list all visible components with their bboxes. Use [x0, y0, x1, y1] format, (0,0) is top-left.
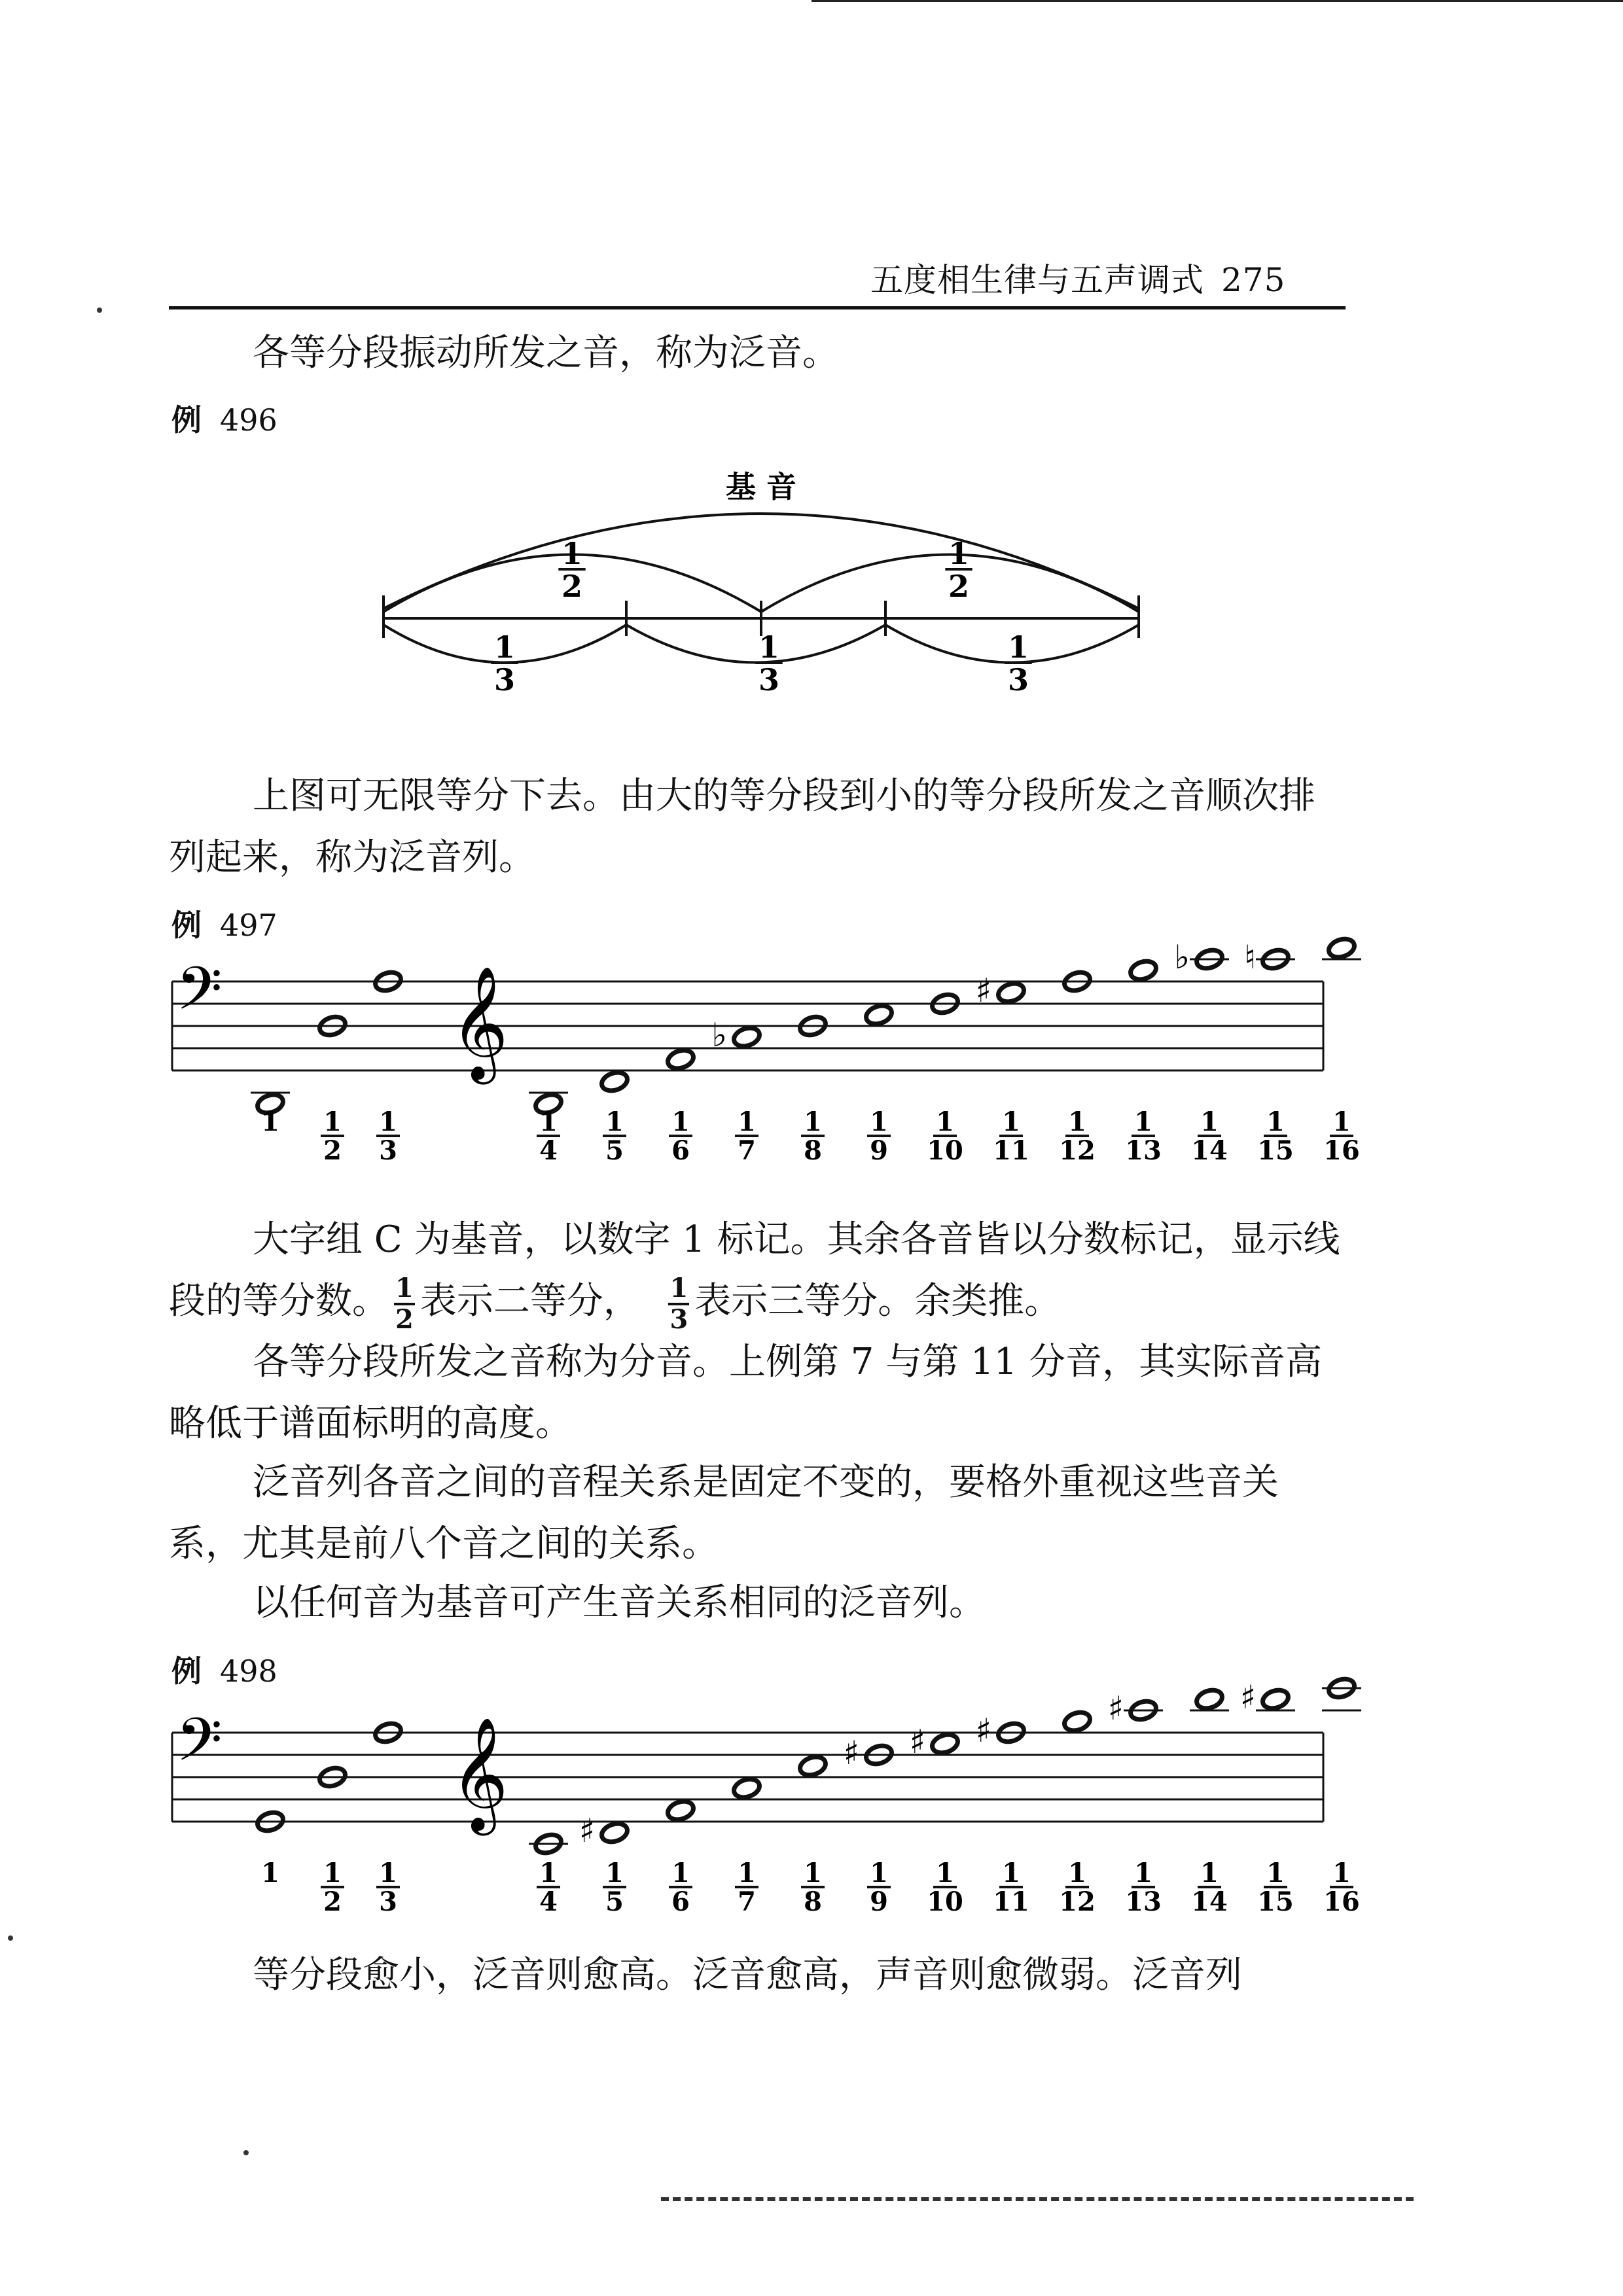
whole-note-head — [1194, 947, 1224, 971]
note — [1062, 1709, 1092, 1733]
partial-label — [1059, 1106, 1096, 1166]
partial-label — [801, 1106, 825, 1166]
svg-text:1: 1 — [379, 1106, 397, 1137]
note — [864, 1002, 894, 1027]
partial-label — [261, 1858, 279, 1888]
svg-text:9: 9 — [870, 1886, 888, 1917]
note — [599, 1069, 630, 1093]
partial-label — [993, 1106, 1029, 1166]
svg-text:2: 2 — [561, 569, 583, 604]
paragraph-partials: 各等分段所发之音称为分音。上例第 7 与第 11 分音，其实际音高略低于谱面标明的高度。 — [169, 1341, 1323, 1445]
example-497-label: 例 497 — [171, 908, 277, 943]
bass-clef-icon: 𝄢 — [176, 1705, 223, 1789]
note — [317, 1765, 348, 1789]
svg-text:1: 1 — [539, 1858, 558, 1888]
third-arc-right — [885, 625, 1139, 663]
partial-label — [1323, 1858, 1360, 1917]
svg-text:14: 14 — [1191, 1135, 1228, 1166]
treble-clef-icon: 𝄞 — [450, 966, 508, 1080]
svg-text:8: 8 — [804, 1135, 822, 1166]
whole-note-head — [864, 1742, 894, 1767]
partial-label — [1191, 1106, 1228, 1166]
note — [732, 1776, 762, 1800]
whole-note-head — [864, 1002, 894, 1027]
partial-label — [669, 1106, 692, 1166]
third-fraction-label — [1005, 629, 1031, 698]
svg-text:1: 1 — [561, 536, 583, 571]
top-edge-rule — [812, 0, 1623, 2]
fundamental-label: 基 音 — [725, 469, 797, 504]
svg-text:1: 1 — [323, 1106, 342, 1137]
sharp-icon: ♯ — [843, 1734, 859, 1772]
note — [1244, 938, 1295, 976]
svg-text:1: 1 — [1332, 1106, 1351, 1137]
whole-note-head — [373, 969, 403, 993]
whole-note-head — [317, 1765, 348, 1789]
note — [798, 1014, 828, 1038]
inline-fraction-third: $\frac{1}{3}$ — [669, 1272, 688, 1335]
svg-text:1: 1 — [936, 1858, 954, 1888]
note — [1108, 1689, 1163, 1727]
partial-label — [867, 1858, 891, 1917]
whole-note-head — [533, 1091, 563, 1116]
svg-text:1: 1 — [1332, 1858, 1351, 1888]
svg-text:2: 2 — [323, 1886, 342, 1917]
flat-icon: ♭ — [1174, 938, 1190, 976]
svg-text:1: 1 — [870, 1106, 888, 1137]
svg-text:1: 1 — [948, 536, 970, 571]
half-fraction-label — [945, 536, 972, 604]
partial-label — [376, 1858, 400, 1917]
diagram-fraction-labels — [491, 536, 1031, 698]
svg-text:11: 11 — [993, 1135, 1029, 1166]
svg-text:1: 1 — [1134, 1106, 1152, 1137]
header-rule — [169, 306, 1346, 309]
partial-label — [1257, 1106, 1294, 1166]
scan-speck — [8, 1935, 13, 1941]
partial-label — [993, 1858, 1029, 1917]
note — [930, 991, 960, 1016]
note — [844, 1734, 894, 1772]
note — [711, 1016, 762, 1054]
whole-note-head — [1327, 1676, 1357, 1700]
whole-note-head — [1260, 1687, 1291, 1711]
whole-note-head — [798, 1014, 828, 1038]
partial-label — [927, 1106, 963, 1166]
bass-clef-icon: 𝄢 — [176, 954, 223, 1038]
svg-text:7: 7 — [738, 1135, 756, 1166]
svg-text:1: 1 — [539, 1106, 558, 1137]
whole-note-head — [1062, 1709, 1092, 1733]
svg-text:1: 1 — [671, 1106, 690, 1137]
note — [666, 1798, 696, 1822]
paragraph-higher-overtones: 等分段愈小，泛音则愈高。泛音愈高，声音则愈微弱。泛音列 — [253, 1954, 1242, 1996]
half-arc-right — [761, 555, 1139, 612]
whole-note-head — [373, 1720, 403, 1744]
whole-note-head — [666, 1798, 696, 1822]
svg-text:2: 2 — [948, 569, 970, 604]
svg-text:11: 11 — [993, 1886, 1029, 1917]
whole-note-head — [798, 1754, 828, 1778]
paragraph-overtone-series: 上图可无限等分下去。由大的等分段到小的等分段所发之音顺次排列起来，称为泛音列。 — [169, 775, 1315, 879]
partial-label — [321, 1858, 344, 1917]
whole-note-head — [666, 1047, 696, 1071]
example-498-label: 例 498 — [171, 1653, 277, 1689]
partial-label — [1125, 1858, 1162, 1917]
svg-text:8: 8 — [804, 1886, 822, 1917]
sharp-icon: ♯ — [975, 1712, 991, 1750]
svg-text:12: 12 — [1059, 1886, 1096, 1917]
whole-note-head — [599, 1069, 630, 1093]
svg-text:1: 1 — [323, 1858, 342, 1888]
partial-label — [801, 1858, 825, 1917]
third-arc-middle — [626, 625, 885, 663]
note — [255, 1809, 285, 1833]
scan-speck — [97, 308, 102, 313]
partial-label — [735, 1858, 758, 1917]
staff-497-series-labels — [261, 1106, 1360, 1166]
svg-text:3: 3 — [493, 662, 516, 698]
header-title: 五度相生律与五声调式 — [870, 261, 1204, 299]
svg-text:9: 9 — [870, 1135, 888, 1166]
sharp-icon: ♯ — [909, 1723, 925, 1761]
note — [976, 972, 1026, 1010]
svg-text:1: 1 — [870, 1858, 888, 1888]
inline-fraction-half: $\frac{1}{2}$ — [395, 1272, 414, 1335]
note — [373, 1720, 403, 1744]
partial-label — [1059, 1858, 1096, 1917]
whole-note-head — [1327, 936, 1357, 960]
partial-label — [321, 1106, 344, 1166]
svg-text:1: 1 — [1266, 1858, 1285, 1888]
partial-label — [537, 1858, 560, 1917]
fundamental-arc — [383, 514, 1139, 609]
third-fraction-label — [491, 629, 518, 698]
svg-text:12: 12 — [1059, 1135, 1096, 1166]
svg-text:3: 3 — [379, 1135, 397, 1166]
whole-note-head — [255, 1809, 285, 1833]
note — [373, 969, 403, 993]
note — [1174, 938, 1229, 976]
svg-text:1: 1 — [379, 1858, 397, 1888]
note — [529, 1831, 568, 1856]
svg-text:1: 1 — [671, 1858, 690, 1888]
svg-text:3: 3 — [758, 662, 780, 698]
note — [529, 1091, 568, 1116]
svg-text:13: 13 — [1125, 1886, 1162, 1917]
svg-text:1: 1 — [1200, 1106, 1219, 1137]
natural-icon: ♮ — [1244, 938, 1256, 976]
svg-text:5: 5 — [605, 1135, 624, 1166]
whole-note-head — [255, 1091, 285, 1116]
note — [798, 1754, 828, 1778]
svg-text:1: 1 — [261, 1858, 279, 1888]
whole-note-head — [1260, 947, 1291, 971]
svg-text:1: 1 — [605, 1858, 624, 1888]
staff-498-lines — [172, 1733, 1323, 1822]
sharp-icon: ♯ — [1240, 1678, 1256, 1716]
whole-note-head — [1128, 1698, 1158, 1722]
partial-label — [603, 1858, 626, 1917]
whole-note-head — [996, 1720, 1026, 1744]
third-arc-left — [383, 625, 626, 663]
partial-label — [927, 1858, 963, 1917]
running-header — [870, 254, 1285, 301]
svg-text:3: 3 — [1007, 662, 1029, 698]
svg-text:1: 1 — [1068, 1106, 1086, 1137]
svg-text:1: 1 — [1002, 1858, 1020, 1888]
svg-text:1: 1 — [1068, 1858, 1086, 1888]
note — [1322, 936, 1361, 960]
note — [317, 1014, 348, 1038]
partial-label — [1125, 1106, 1162, 1166]
sharp-icon: ♯ — [579, 1812, 595, 1850]
svg-text:10: 10 — [927, 1886, 963, 1917]
svg-text:16: 16 — [1323, 1886, 1360, 1917]
note — [1322, 1676, 1361, 1710]
svg-text:1: 1 — [1134, 1858, 1152, 1888]
svg-text:3: 3 — [379, 1886, 397, 1917]
whole-note-head — [599, 1820, 630, 1845]
svg-text:1: 1 — [1200, 1858, 1219, 1888]
whole-note-head — [533, 1831, 563, 1856]
svg-text:1: 1 — [261, 1106, 279, 1137]
flat-icon: ♭ — [711, 1016, 727, 1054]
svg-text:14: 14 — [1191, 1886, 1228, 1917]
note — [1190, 1687, 1229, 1711]
svg-text:13: 13 — [1125, 1135, 1162, 1166]
footer-dashed-rule — [661, 2197, 1414, 2201]
staff-498-series-labels — [261, 1858, 1360, 1917]
note — [910, 1723, 960, 1761]
partial-label — [1257, 1858, 1294, 1917]
staff-497-lines — [172, 981, 1323, 1070]
page-number: 275 — [1221, 261, 1286, 299]
scan-speck — [243, 2150, 249, 2155]
partial-label — [537, 1106, 560, 1166]
svg-text:1: 1 — [738, 1858, 756, 1888]
svg-text:7: 7 — [738, 1886, 756, 1917]
svg-text:6: 6 — [671, 1886, 690, 1917]
treble-clef-icon: 𝄞 — [450, 1717, 508, 1831]
svg-text:1: 1 — [738, 1106, 756, 1137]
note — [666, 1047, 696, 1071]
svg-text:1: 1 — [804, 1106, 822, 1137]
svg-text:10: 10 — [927, 1135, 963, 1166]
third-fraction-label — [755, 629, 782, 698]
note — [1128, 958, 1158, 982]
svg-text:1: 1 — [804, 1858, 822, 1888]
svg-text:6: 6 — [671, 1135, 690, 1166]
partial-label — [1323, 1106, 1360, 1166]
paragraph-intervals: 泛音列各音之间的音程关系是固定不变的，要格外重视这些音关系，尤其是前八个音之间的关系。 — [169, 1461, 1279, 1565]
note — [1240, 1678, 1295, 1716]
svg-text:1: 1 — [1266, 1106, 1285, 1137]
note — [251, 1091, 290, 1116]
svg-text:4: 4 — [539, 1886, 558, 1917]
whole-note-head — [930, 1731, 960, 1756]
whole-note-head — [930, 991, 960, 1016]
whole-note-head — [1062, 969, 1092, 993]
partial-label — [735, 1106, 758, 1166]
whole-note-head — [996, 980, 1026, 1004]
svg-text:1: 1 — [493, 629, 516, 665]
svg-text:1: 1 — [605, 1106, 624, 1137]
svg-text:4: 4 — [539, 1135, 558, 1166]
partial-label — [261, 1106, 279, 1137]
svg-text:1: 1 — [758, 629, 780, 665]
whole-note-head — [1194, 1687, 1224, 1711]
whole-note-head — [732, 1025, 762, 1049]
partial-label — [376, 1106, 400, 1166]
partial-label — [867, 1106, 891, 1166]
example-496-label: 例 496 — [171, 402, 277, 438]
whole-note-head — [317, 1014, 348, 1038]
partial-label — [603, 1106, 626, 1166]
half-fraction-label — [558, 536, 585, 604]
svg-text:15: 15 — [1257, 1886, 1294, 1917]
note — [1062, 969, 1092, 993]
half-arc-left — [383, 555, 761, 612]
paragraph-fundamental-marking: 大字组 C 为基音，以数字 1 标记。其余各音皆以分数标记，显示线段的等分数。 $\frac{1}{2}$ 表示二等分， $\frac{1}{3}$ 表示三等分。余类推。 — [169, 1218, 1340, 1335]
svg-text:1: 1 — [1002, 1106, 1020, 1137]
svg-text:1: 1 — [936, 1106, 954, 1137]
svg-text:1: 1 — [1007, 629, 1029, 665]
sharp-icon: ♯ — [975, 972, 991, 1010]
paragraph-any-fundamental: 以任何音为基音可产生音关系相同的泛音列。 — [253, 1581, 986, 1624]
note — [976, 1712, 1026, 1750]
whole-note-head — [732, 1776, 762, 1800]
svg-text:15: 15 — [1257, 1135, 1294, 1166]
partial-label — [1191, 1858, 1228, 1917]
svg-text:16: 16 — [1323, 1135, 1360, 1166]
svg-text:5: 5 — [605, 1886, 624, 1917]
sharp-icon: ♯ — [1107, 1689, 1124, 1727]
whole-note-head — [1128, 958, 1158, 982]
paragraph-overtone-definition: 各等分段振动所发之音，称为泛音。 — [253, 332, 839, 374]
note — [579, 1812, 630, 1850]
svg-text:2: 2 — [323, 1135, 342, 1166]
partial-label — [669, 1858, 692, 1917]
